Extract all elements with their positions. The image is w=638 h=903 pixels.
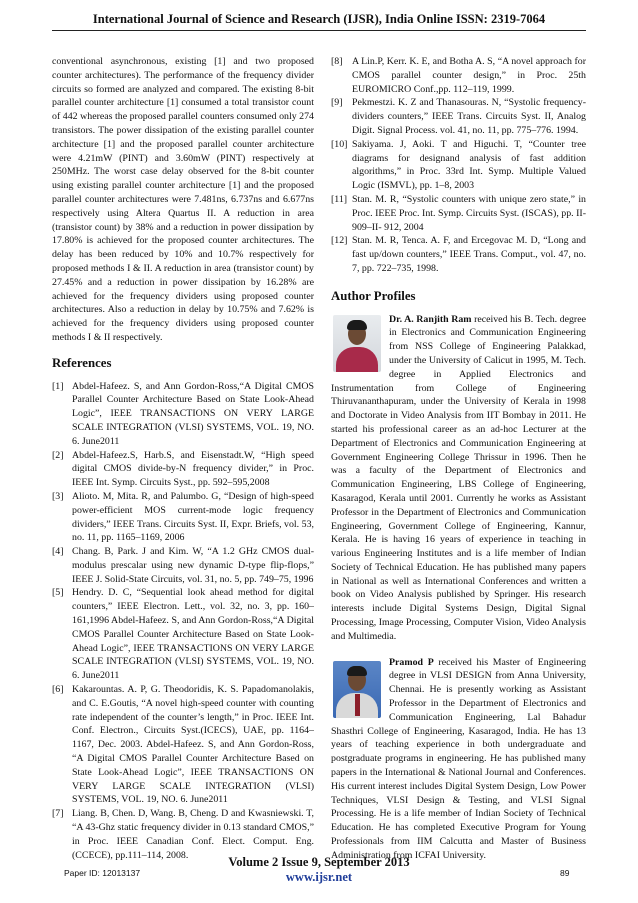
reference-text: Kakarountas. A. P, G. Theodoridis, K. S. Papadomanolakis, and C. E.Goutis, “A novel high-speed counter with counting rate independent of the counter’s length,” in Proc. IEEE Int. Conf. Electron., Circuits Syst.(ICECS), UAE, pp. 1164–1167, Dec. 2003. Abdel-Hafeez. S, and Ann Gordon-Ross, “A Digital CMOS Parallel Counter Architecture Based on State Look-Ahead Logic”, IEEE TRANSACTIONS ON VERY LARGE SCALE INTEGRATION (VLSI) SYSTEMS, VOL. 19, NO. 6. June2011 xyxy=(72,684,314,806)
reference-text: Stan. M. R, Tenca. A. F, and Ercegovac M. D, “Long and fast up/down counters,” IEEE Trans. Comput., vol. 47, no. 7, pp. 722–735, 1998. xyxy=(352,235,586,274)
reference-text: Abdel-Hafeez.S, Harb.S, and Eisenstadt.W, “High speed digital CMOS divide-by-N frequency divider,” in Proc. IEEE Int. Symp. Circuits Syst., pp. 592–595,2008 xyxy=(72,449,314,489)
reference-number: [5] xyxy=(52,587,64,599)
reference-text: Liang. B, Chen. D, Wang. B, Cheng. D and Kwasniewski. T, “A 43-Ghz static frequency divider in 0.13 standard CMOS,” in Proc. IEEE Canadian Conf. Elect. Comput. Eng. (CCECE), pp.111–114, 2008. xyxy=(72,808,314,861)
reference-text: Pekmestzi. K. Z and Thanasouras. N, “Systolic frequency-dividers counters,” IEEE Trans. Circuits Syst. II, Analog Digit. Signal Process. vol. 41, no. 11, pp. 775–776. 1994. xyxy=(352,97,586,136)
author-bio: received his Master of Engineering degree in VLSI DESIGN from Anna University, Chennai. He is presently working as Assistant Professor in the Department of Electronics and Communication Engineering, Lal Bahadur Shasthri College of Engineering, Kasaragod, India. He has 13 years of teaching experience in both undergraduate and postgraduate programs in engineering. He has published many papers in the International & National Journal and Conferences. His current interest includes Digital System Design, Low Power Techniques, VLSI Design & Testing, and VLSI Signal Processing. He is a life member of Indian Society of Technical Education. He has completed Executive Program for Young Professionals from IIM Calcutta and Master of Business Administration from ICFAI University. xyxy=(331,656,587,861)
reference-item xyxy=(52,380,314,449)
page-number: 89 xyxy=(560,868,570,878)
author-photo xyxy=(333,315,381,372)
reference-number: [4] xyxy=(52,546,64,558)
reference-text: Sakiyama. J, Aoki. T and Higuchi. T, “Counter tree diagrams for designand analysis of fast addition algorithms,” in Proc. 33rd Int. Symp. Multiple Valued Logic (ISMVL), pp. 1–8, 2003 xyxy=(352,138,586,192)
author-name: Dr. A. Ranjith Ram xyxy=(389,313,472,325)
references-heading: References xyxy=(52,355,112,370)
reference-item xyxy=(52,449,314,490)
reference-number: [7] xyxy=(52,808,64,820)
author-photo xyxy=(333,661,381,718)
reference-text: Stan. M. R, “Systolic counters with unique zero state,” in Proc. IEEE Proc. Int. Symp. Circuits Syst. (ISCAS), pp. II-909–II- 912, 2004 xyxy=(352,193,586,233)
reference-item xyxy=(331,234,586,275)
left-column xyxy=(52,55,314,862)
reference-number: [3] xyxy=(52,490,64,502)
paper-id: Paper ID: 12013137 xyxy=(64,868,141,878)
journal-url-link[interactable]: www.ijsr.net xyxy=(285,870,353,884)
reference-item xyxy=(52,545,314,586)
author-profile xyxy=(331,656,586,863)
reference-item xyxy=(331,138,586,193)
author-bio: received his B. Tech. degree in Electronics and Communication Engineering from NSS College of Engineering Palakkad, under the University of Calicut in 1995, M. Tech. degree in Applied Electronics and Instrumentation from College of Engineering Thiruvananthapuram, under the University of Kerala in 1998 and Doctorate in Video Analysis from IIT Bombay in 2011. He started his professional career as an ad-hoc Lecturer at the Department of Electronics and Communication Engineering at Government Engineering College Thrissur in 1996. Then he was a faculty of the Department of Electronics and Communication Engineering, LBS College of Engineering, Kasaragod, Kerala until 2001. Currently he works as Assistant Professor in the Department of Electronics and Communication Engineering, Government College of Engineering, Kannur, Kerala. He is having 16 years of experience in teaching in various Engineering Institutes and is a life member of Indian Society of Technical Education. He has published many papers in National as well as International Conferences and written a book on Video Analysis published by Springer. His research interests include Digital Systems Design, Digital Signal Processing, Image Processing, Computer Vision, Video Analysis and Multimedia. xyxy=(331,313,586,642)
author-profile xyxy=(331,313,586,644)
reference-number: [6] xyxy=(52,684,64,696)
reference-item xyxy=(331,96,586,137)
reference-item xyxy=(331,55,586,96)
reference-number: [2] xyxy=(52,449,64,461)
reference-item xyxy=(52,490,314,545)
reference-text: Chang. B, Park. J and Kim. W, “A 1.2 GHz CMOS dual-modulus prescalar using new dynamic D-type flip-flops,” IEEE J. Solid-State Circuits, vol. 31, no. 5, pp. 749–75, 1996 xyxy=(72,546,314,585)
reference-number: [12] xyxy=(331,235,348,247)
author-profiles-heading: Author Profiles xyxy=(331,288,416,303)
reference-number: [9] xyxy=(331,97,343,109)
reference-number: [11] xyxy=(331,193,348,205)
reference-text: A Lin.P, Kerr. K. E, and Botha A. S, “A novel approach for CMOS parallel counter design,” in Proc. 25th EUROMICRO Conf.,pp. 112–119, 1999. xyxy=(352,56,586,95)
reference-text: Alioto. M, Mita. R, and Palumbo. G, “Design of high-speed power-efficient MOS current-mode logic frequency dividers,” IEEE Trans. Circuits Syst. II, Expr. Briefs, vol. 53, no. 11, pp. 1165–1169, 2006 xyxy=(72,490,314,544)
reference-item xyxy=(52,683,314,807)
reference-text: Abdel-Hafeez. S, and Ann Gordon-Ross,“A Digital CMOS Parallel Counter Architecture Based on State Look-Ahead Logic”, IEEE TRANSACTIONS ON VERY LARGE SCALE INTEGRATION (VLSI) SYSTEMS, VOL. 19, NO. 6. June2011 xyxy=(72,380,314,447)
issue-footer: Volume 2 Issue 9, September 2013 xyxy=(228,855,410,869)
right-column xyxy=(331,55,586,863)
reference-item xyxy=(331,193,586,234)
conclusion-paragraph: conventional asynchronous, existing [1] and two proposed counter architectures). The performance of the frequency divider circuits so formed are analyzed and compared. The existing 8-bit parallel counter architecture [1] consumed a total transistor count of 442 whereas the proposed parallel counters consumed only 274 transistors. The power dissipation of the existing parallel counter architecture [1] and the proposed parallel counter architecture were 4.21mW (PINT) and 3.60mW (PINT) respectively at 250MHz. The worst case delay observed for the 8-bit counter using existing parallel counter architecture [1] and the proposed parallel counter architectures were 7.481ns, 6.737ns and 6.677ns respectively using Altera Quartus II. A reduction in area (transistor count) by 38% and a reduction in power dissipation by 17.80% is achieved for the proposed counter architectures. The delay has been reduced by 10% and 10.7% respectively for proposed methods I & II. A reduction in area (transistor count) by 27.45% and a reduction in power dissipation by 16.28% are achieved for the frequency dividers using proposed counter architectures. Also a reduction in delay by 10.75% and 7.62% is achieved for the frequency dividers using proposed counter methods I & II respectively. xyxy=(52,56,314,343)
author-name: Pramod P xyxy=(389,656,434,668)
reference-number: [8] xyxy=(331,56,343,67)
reference-text: Hendry. D. C, “Sequential look ahead method for digital counters,” IEEE Electron. Lett., vol. 32, no. 3, pp. 160–161,1996 Abdel-Hafeez. S, and Ann Gordon-Ross,“A Digital CMOS Parallel Counter Architecture Based on State Look-Ahead Logic”, IEEE TRANSACTIONS ON VERY LARGE SCALE INTEGRATION (VLSI) SYSTEMS, VOL. 19, NO. 6. June2011 xyxy=(72,587,314,682)
reference-number: [10] xyxy=(331,138,348,150)
reference-item xyxy=(52,586,314,683)
journal-header: International Journal of Science and Research (IJSR), India Online ISSN: 2319-7064 xyxy=(52,12,586,31)
reference-number: [1] xyxy=(52,380,64,392)
